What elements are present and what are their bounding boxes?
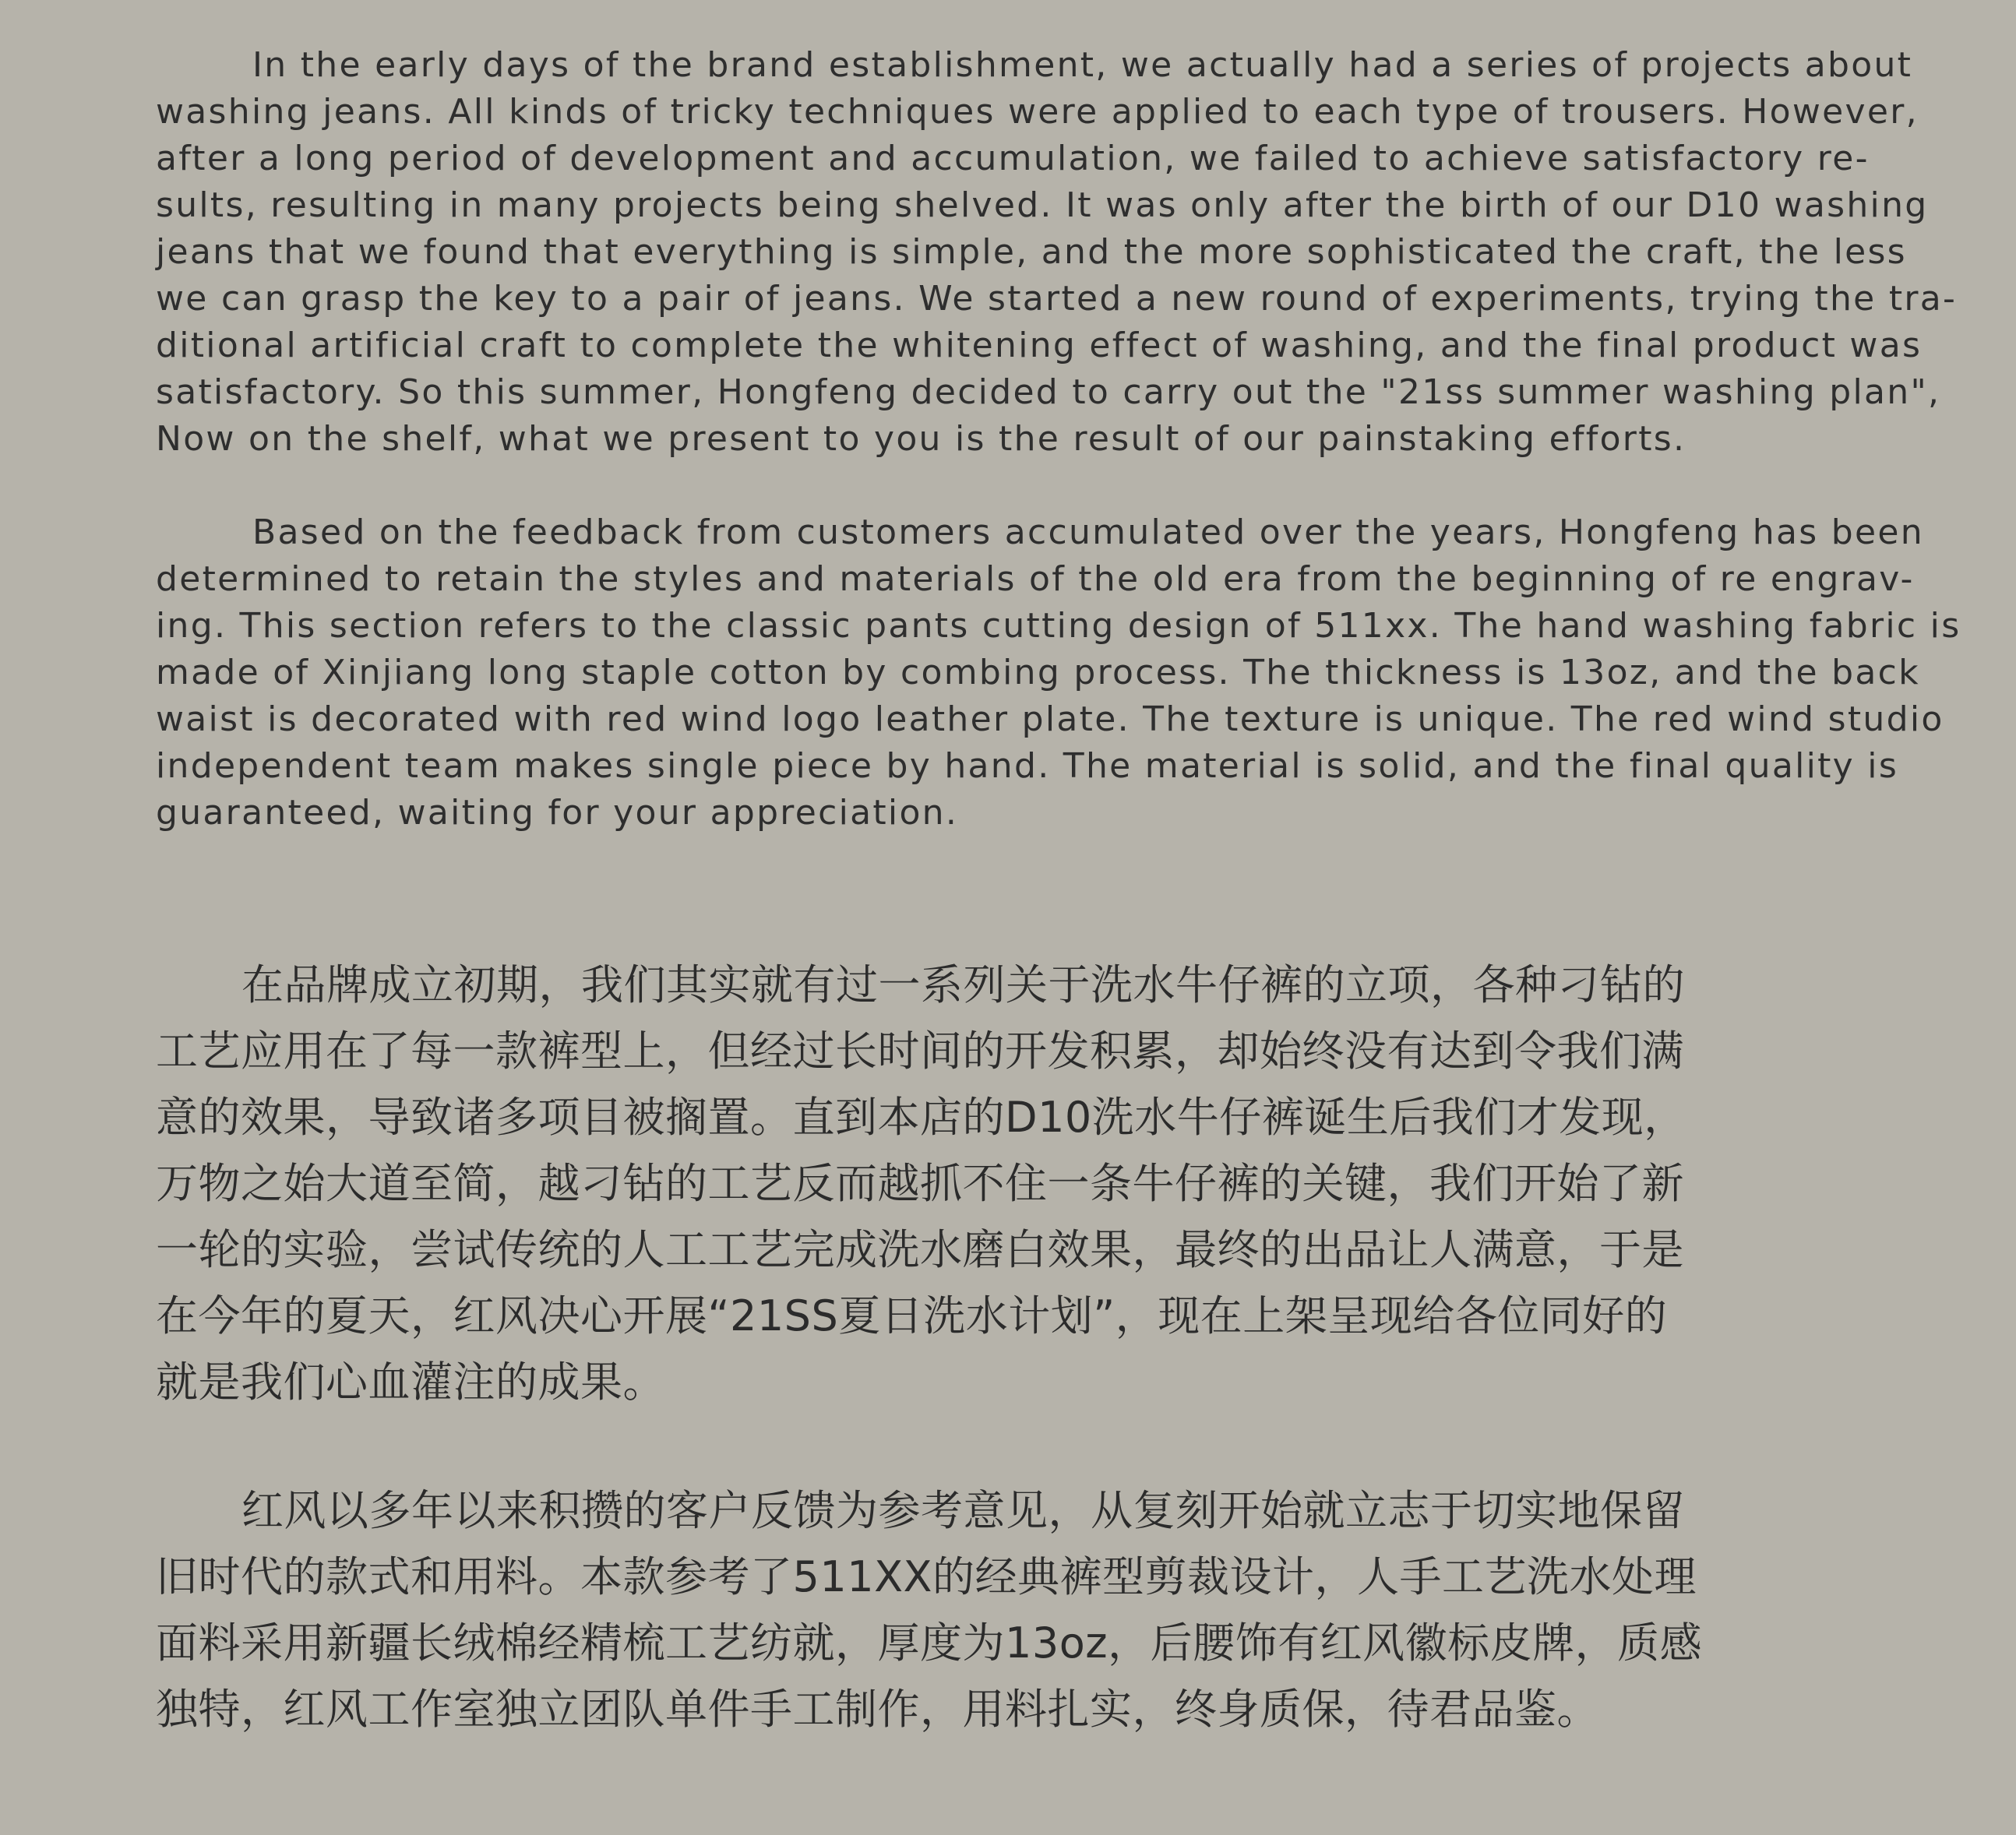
text-line: made of Xinjiang long staple cotton by combing process. The thickness is 13oz, and the back	[156, 653, 1920, 692]
text-line: Based on the feedback from customers accumulated over the years, Hongfeng has been	[252, 512, 1924, 552]
text-line: 工艺应用在了每一款裤型上，但经过长时间的开发积累，却始终没有达到令我们满	[156, 1027, 1684, 1076]
text-line: 面料采用新疆长绒棉经精梳工艺纺就，厚度为13oz，后腰饰有红风徽标皮牌，质感	[156, 1618, 1703, 1668]
english-paragraph-2	[156, 509, 1961, 836]
text-line: 旧时代的款式和用料。本款参考了511XX的经典裤型剪裁设计，人手工艺洗水处理	[156, 1552, 1697, 1601]
text-line: jeans that we found that everything is simple, and the more sophisticated the craft, the less	[156, 232, 1907, 272]
text-line: waist is decorated with red wind logo leather plate. The texture is unique. The red wind studio	[156, 699, 1944, 739]
text-line: In the early days of the brand establishment, we actually had a series of projects about	[252, 45, 1913, 85]
english-paragraph-1	[156, 42, 1958, 463]
text-line: independent team makes single piece by hand. The material is solid, and the final quality is	[156, 746, 1899, 786]
chinese-paragraph-2	[156, 1478, 1870, 1742]
text-line: 独特，红风工作室独立团队单件手工制作，用料扎实，终身质保，待君品鉴。	[156, 1685, 1599, 1734]
text-line: 红风以多年以来积攒的客户反馈为参考意见，从复刻开始就立志于切实地保留	[241, 1486, 1685, 1535]
text-line: sults, resulting in many projects being shelved. It was only after the birth of our D10 washing	[156, 185, 1929, 225]
text-line: 意的效果，导致诸多项目被搁置。直到本店的D10洗水牛仔裤诞生后我们才发现，	[156, 1093, 1686, 1142]
text-line: ditional artificial craft to complete the whitening effect of washing, and the final product was	[156, 326, 1923, 365]
text-line: 在今年的夏天，红风决心开展“21SS夏日洗水计划”，现在上架呈现给各位同好的	[156, 1291, 1668, 1340]
text-line: after a long period of development and accumulation, we failed to achieve satisfactory re-	[156, 139, 1870, 178]
chinese-paragraph-1	[156, 952, 1870, 1415]
text-line: 就是我们心血灌注的成果。	[156, 1358, 665, 1407]
text-line: Now on the shelf, what we present to you is the result of our painstaking efforts.	[156, 419, 1686, 459]
text-line: determined to retain the styles and materials of the old era from the beginning of re engrav-	[156, 559, 1915, 599]
text-line: 万物之始大道至简，越刁钻的工艺反而越抓不住一条牛仔裤的关键，我们开始了新	[156, 1159, 1684, 1208]
text-line: 一轮的实验，尝试传统的人工工艺完成洗水磨白效果，最终的出品让人满意，于是	[156, 1225, 1684, 1274]
text-line: satisfactory. So this summer, Hongfeng decided to carry out the "21ss summer washing plan",	[156, 372, 1941, 412]
text-line: ing. This section refers to the classic pants cutting design of 511xx. The hand washing fabric is	[156, 606, 1961, 646]
text-line: 在品牌成立初期，我们其实就有过一系列关于洗水牛仔裤的立项，各种刁钻的	[241, 960, 1685, 1009]
text-line: guaranteed, waiting for your appreciation.	[156, 793, 959, 833]
text-line: washing jeans. All kinds of tricky techniques were applied to each type of trousers. However,	[156, 92, 1919, 132]
text-line: we can grasp the key to a pair of jeans. We started a new round of experiments, trying the tra-	[156, 279, 1958, 319]
